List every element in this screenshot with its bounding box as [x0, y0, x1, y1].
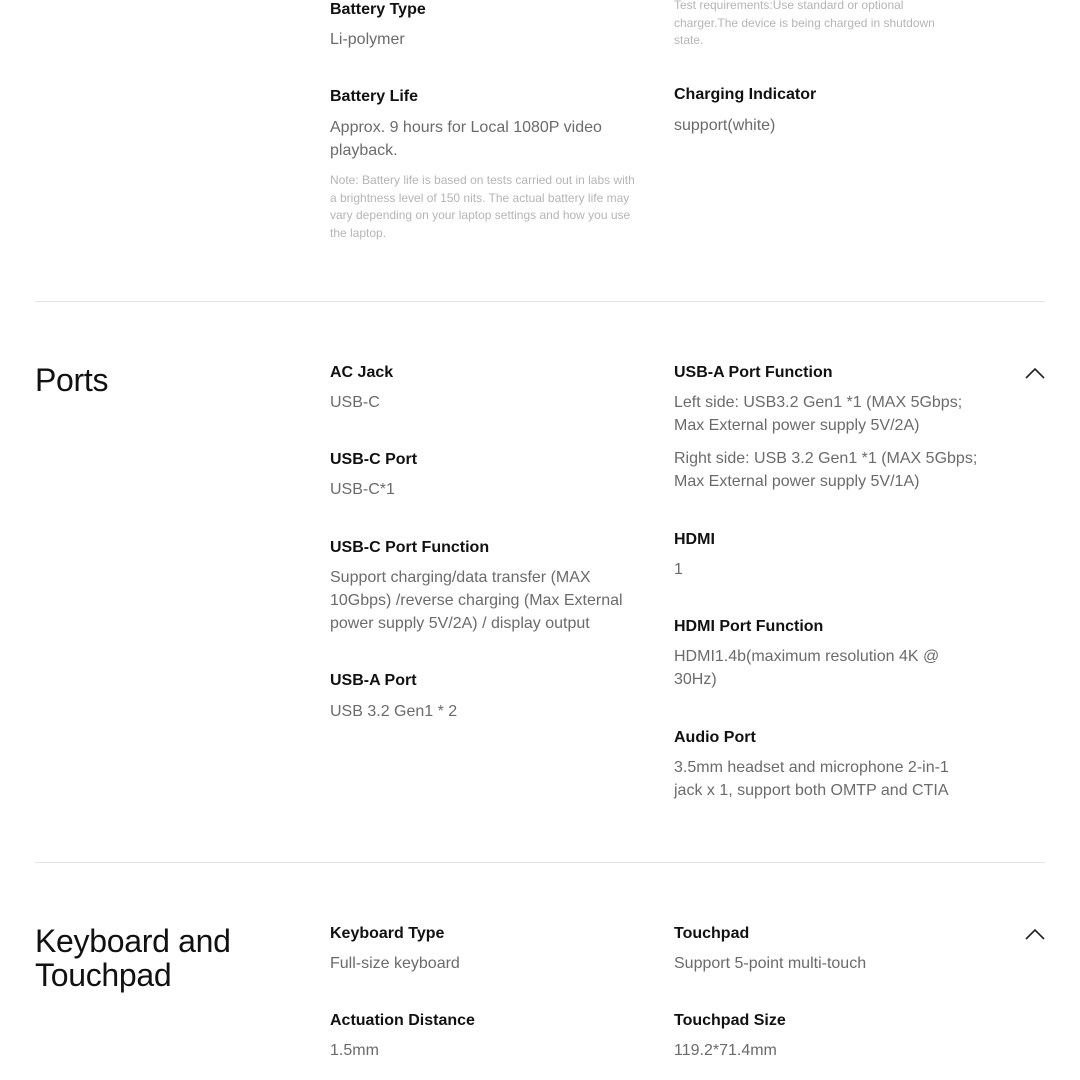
- keyboard-type-value: Full-size keyboard: [330, 955, 460, 972]
- ports-collapse-button[interactable]: [1024, 366, 1046, 380]
- audio-port-value: 3.5mm headset and microphone 2-in-1 jack x 1, support both OMTP and CTIA: [674, 759, 949, 799]
- touchpad-value: Support 5-point multi-touch: [674, 955, 867, 972]
- battery-life-note: Note: Battery life is based on tests carried out in labs with a brightness level of 150 nits. The actual battery life may vary depending on your laptop settings and how you use the laptop.: [330, 173, 635, 240]
- battery-type-label: Battery Type: [330, 1, 426, 18]
- usbc-port-label: USB-C Port: [330, 451, 418, 468]
- keyboard-type-label: Keyboard Type: [330, 925, 445, 942]
- hdmi-label: HDMI: [674, 531, 715, 548]
- keyboard-section-title-line1: Keyboard and: [35, 923, 231, 959]
- section-divider: [35, 862, 1045, 863]
- usbc-function-label: USB-C Port Function: [330, 539, 490, 556]
- charging-test-note: Test requirements:Use standard or optional charger.The device is being charged in shutdown state.: [674, 0, 935, 47]
- usba-port-label: USB-A Port: [330, 672, 417, 689]
- charging-indicator-value: support(white): [674, 117, 776, 134]
- keyboard-section-title: [35, 924, 231, 992]
- hdmi-value: 1: [674, 561, 683, 578]
- ac-jack-label: AC Jack: [330, 364, 394, 381]
- ports-section-title: Ports: [35, 362, 109, 398]
- usba-function-left-value: Left side: USB3.2 Gen1 *1 (MAX 5Gbps; Max External power supply 5V/2A): [674, 394, 963, 434]
- section-divider: [35, 301, 1045, 302]
- ac-jack-value: USB-C: [330, 394, 380, 411]
- chevron-up-icon: [1024, 366, 1046, 380]
- touchpad-size-value: 119.2*71.4mm: [674, 1042, 777, 1059]
- actuation-distance-label: Actuation Distance: [330, 1012, 475, 1029]
- actuation-distance-value: 1.5mm: [330, 1042, 379, 1059]
- touchpad-label: Touchpad: [674, 925, 750, 942]
- usbc-function-value: Support charging/data transfer (MAX 10Gbps) /reverse charging (Max External power supply 5V/2A) / display output: [330, 569, 623, 632]
- battery-type-value: Li-polymer: [330, 31, 405, 48]
- hdmi-function-label: HDMI Port Function: [674, 618, 824, 635]
- keyboard-section-title-line2: Touchpad: [35, 957, 172, 993]
- battery-life-value: Approx. 9 hours for Local 1080P video playback.: [330, 119, 602, 159]
- audio-port-label: Audio Port: [674, 729, 756, 746]
- chevron-up-icon: [1024, 927, 1046, 941]
- usbc-port-value: USB-C*1: [330, 481, 395, 498]
- hdmi-function-value: HDMI1.4b(maximum resolution 4K @ 30Hz): [674, 648, 940, 688]
- usba-function-right-value: Right side: USB 3.2 Gen1 *1 (MAX 5Gbps; Max External power supply 5V/1A): [674, 450, 978, 490]
- usba-port-value: USB 3.2 Gen1 * 2: [330, 703, 458, 720]
- charging-indicator-label: Charging Indicator: [674, 86, 817, 103]
- usba-function-label: USB-A Port Function: [674, 364, 833, 381]
- battery-life-label: Battery Life: [330, 88, 419, 105]
- keyboard-collapse-button[interactable]: [1024, 927, 1046, 941]
- touchpad-size-label: Touchpad Size: [674, 1012, 786, 1029]
